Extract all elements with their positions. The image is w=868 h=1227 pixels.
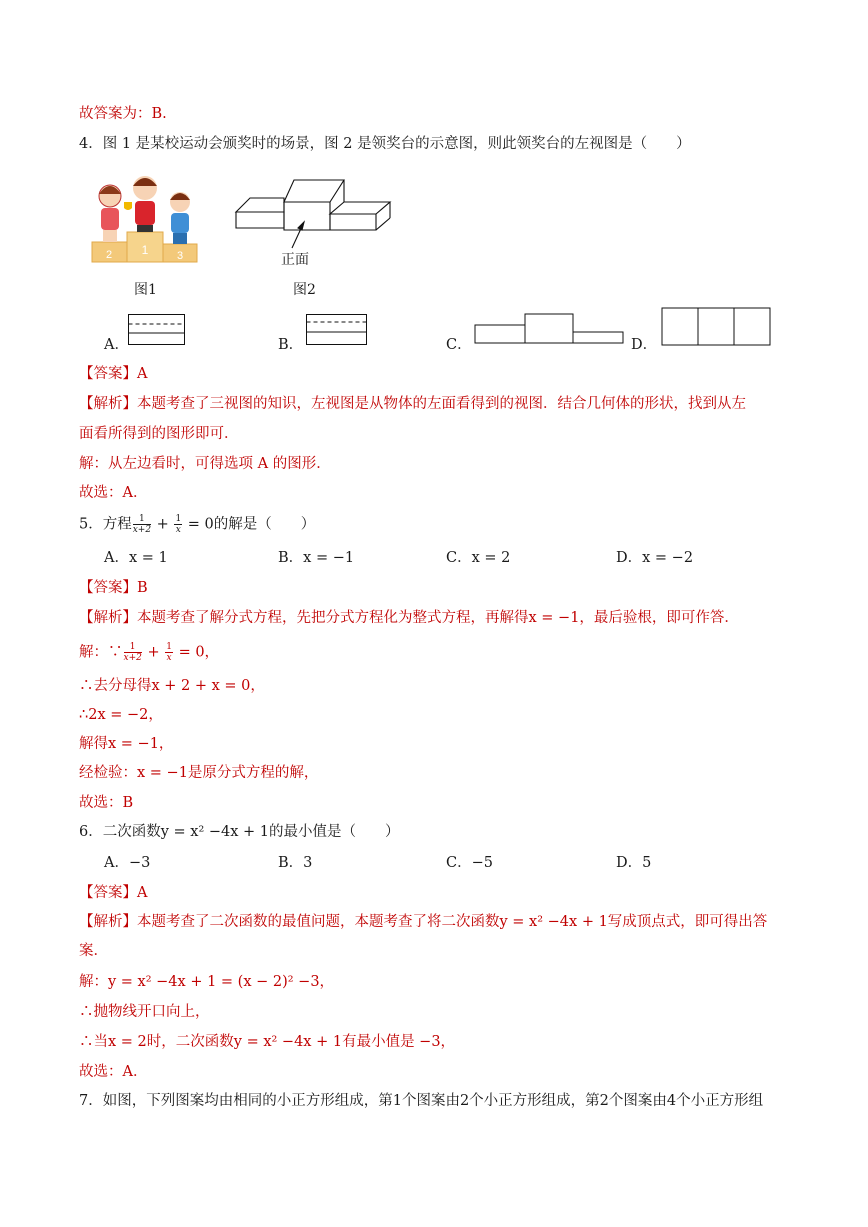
q5-conclusion: 故选：B — [79, 795, 134, 811]
q5-stem: 5．方程 $\frac{1}{x+2}$ + $\frac{1}{x}$ = 0的解是（ ） — [79, 514, 316, 535]
q4-conclusion: 故选：A． — [79, 485, 148, 501]
q5-fraction-2: $\frac{1}{x}$ — [175, 514, 182, 535]
q6-stem: 6．二次函数y = x² −4x + 1的最小值是（ ） — [79, 824, 400, 840]
q5-step-2: ∴去分母得x + 2 + x = 0， — [79, 678, 265, 694]
q4-stem: 4．图 1 是某校运动会颁奖时的场景，图 2 是领奖台的示意图，则此领奖台的左视图是（ ） — [79, 136, 691, 152]
q7-stem: 7．如图，下列图案均由相同的小正方形组成，第1个图案由2个小正方形组成，第2个图案由4个小正方形组 — [79, 1093, 764, 1109]
q6-option-c: C．−5 — [446, 855, 493, 871]
q5-option-b: B．x = −1 — [278, 550, 355, 566]
podium-number-3: 3 — [176, 250, 184, 262]
q4-option-b-figure — [306, 314, 368, 346]
q4-analysis-line-1: 【解析】本题考查了三视图的知识，左视图是从物体的左面看得到的视图．结合几何体的形状，找到从左 — [79, 396, 746, 412]
q5-analysis: 【解析】本题考查了解分式方程，先把分式方程化为整式方程，再解得x = −1，最后验根，即可作答． — [79, 610, 739, 626]
q6-analysis-line-1: 【解析】本题考查了二次函数的最值问题，本题考查了将二次函数y = x² −4x + 1写成顶点式，即可得出答 — [79, 914, 768, 930]
q5-step-4: 解得x = −1， — [79, 736, 174, 752]
q6-answer: 【答案】A — [79, 885, 148, 901]
q5-answer: 【答案】B — [79, 580, 148, 596]
q6-analysis-line-2: 案． — [79, 943, 108, 959]
q4-answer: 【答案】A — [79, 366, 148, 382]
q4-option-c-figure — [474, 313, 626, 345]
previous-answer: 故答案为：B. — [79, 106, 167, 122]
q5-option-c: C．x = 2 — [446, 550, 511, 566]
q5-step-3: ∴2x = −2， — [79, 707, 163, 723]
q4-option-b-label: B． — [278, 337, 304, 353]
q6-option-d: D．5 — [616, 855, 652, 871]
q5-option-d: D．x = −2 — [616, 550, 694, 566]
q6-step-1: 解：y = x² −4x + 1 = (x − 2)² −3， — [79, 974, 335, 990]
podium-diagram — [232, 178, 394, 268]
figure-1-caption: 图1 — [134, 282, 157, 298]
q4-option-d-label: D． — [631, 337, 658, 353]
q6-conclusion: 故选：A． — [79, 1064, 148, 1080]
q6-option-a: A．−3 — [104, 855, 151, 871]
front-label: 正面 — [281, 252, 309, 268]
q4-option-a-label: A． — [104, 337, 129, 353]
figure-2-caption: 图2 — [293, 282, 316, 298]
q6-step-3: ∴当x = 2时，二次函数y = x² −4x + 1有最小值是 −3， — [79, 1034, 456, 1050]
podium-numbers — [88, 172, 203, 264]
q4-solution: 解：从左边看时，可得选项 A 的图形． — [79, 456, 331, 472]
q4-option-c-label: C． — [446, 337, 472, 353]
podium-number-1: 1 — [141, 243, 149, 257]
q5-fraction-1: $\frac{1}{x+2}$ — [132, 514, 152, 535]
q6-step-2: ∴抛物线开口向上， — [79, 1004, 210, 1020]
q5-option-a: A．x = 1 — [104, 550, 168, 566]
podium-number-2: 2 — [105, 249, 113, 261]
q4-option-d-figure — [661, 307, 773, 347]
q5-step-1: 解：∵ $\frac{1}{x+2}$ + $\frac{1}{x}$ = 0， — [79, 642, 220, 663]
q6-option-b: B．3 — [278, 855, 313, 871]
q5-step-5: 经检验：x = −1是原分式方程的解， — [79, 765, 319, 781]
q4-option-a-figure — [128, 314, 186, 346]
q4-analysis-line-2: 面看所得到的图形即可． — [79, 426, 239, 442]
